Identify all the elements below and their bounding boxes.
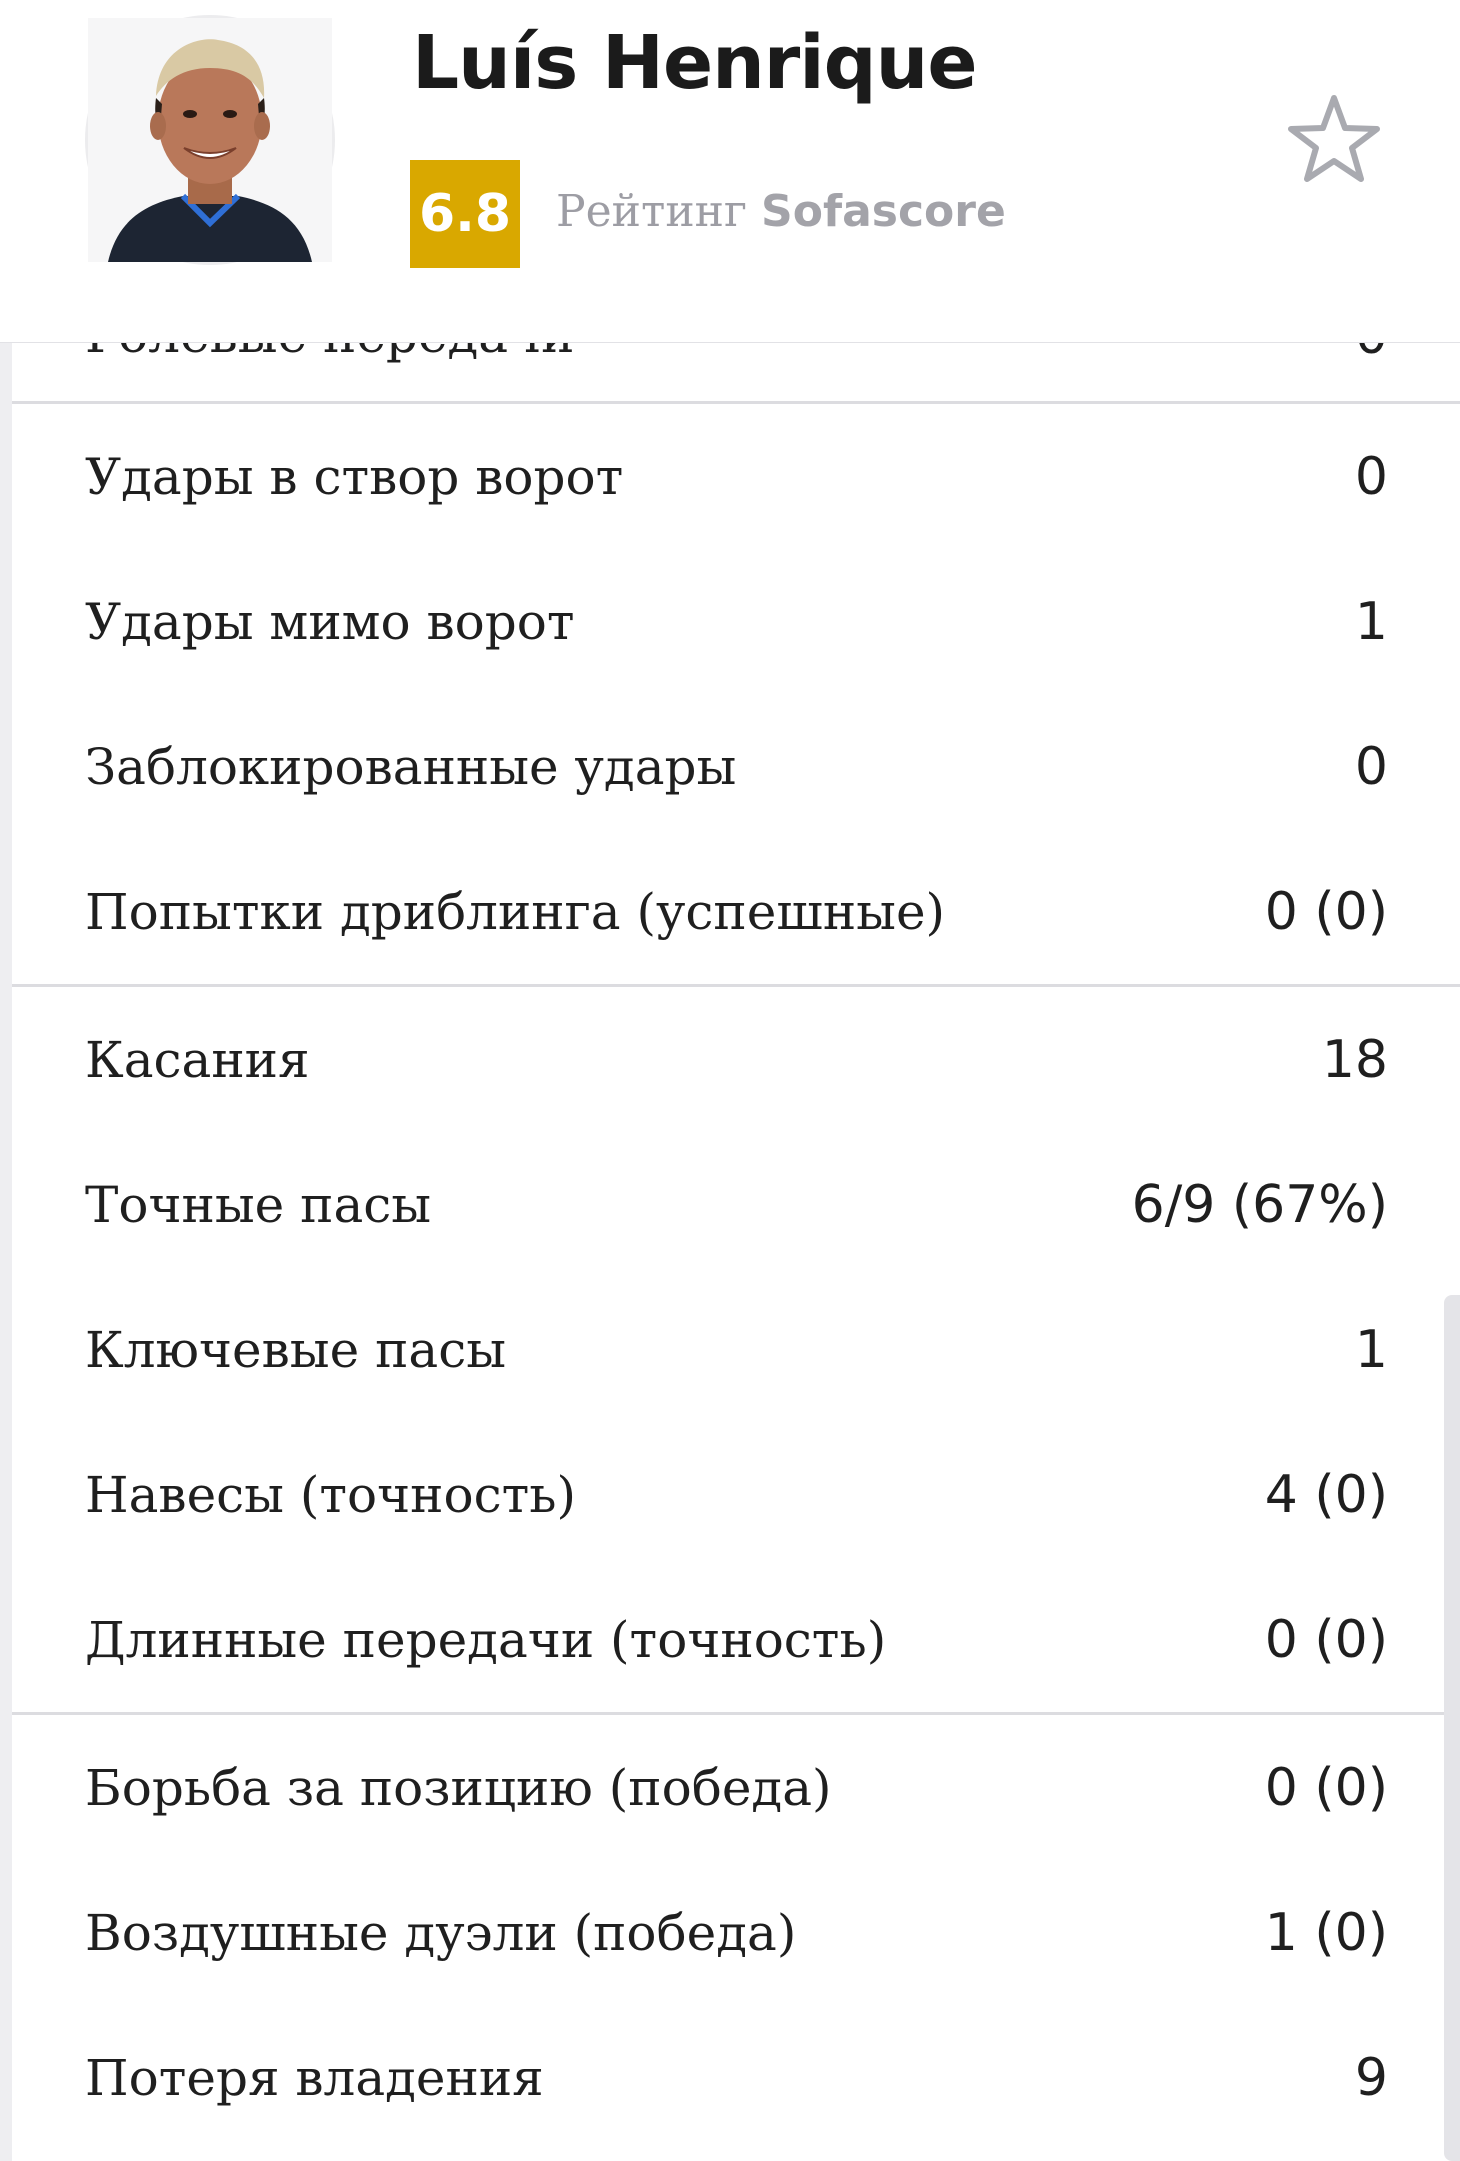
stats-group-attack <box>12 404 1460 984</box>
stat-label: Потеря владения <box>85 2048 544 2107</box>
player-avatar[interactable] <box>85 15 335 265</box>
stat-row <box>12 1567 1460 1712</box>
stat-label: Воздушные дуэли (победа) <box>85 1903 797 1962</box>
stat-label: Ключевые пасы <box>85 1320 506 1379</box>
player-name: Luís Henrique <box>412 20 977 106</box>
stat-value: 1 (0) <box>1264 1902 1388 1963</box>
stats-list <box>12 404 1460 2150</box>
stat-row <box>12 1715 1460 1860</box>
rating-brand: Sofascore <box>761 186 1006 237</box>
stat-value: 18 <box>1321 1029 1388 1090</box>
stat-label: Борьба за позицию (победа) <box>85 1758 832 1817</box>
stat-value: 0 (0) <box>1264 1757 1388 1818</box>
stat-value: 1 <box>1354 1319 1388 1380</box>
stat-row <box>12 694 1460 839</box>
stat-label: Удары в створ ворот <box>85 447 624 506</box>
stat-value: 6/9 (67%) <box>1131 1174 1388 1235</box>
stat-value: 0 (0) <box>1264 1609 1388 1670</box>
favorite-button[interactable] <box>1284 90 1384 190</box>
rating-caption-text: Рейтинг <box>556 186 748 237</box>
stat-row <box>12 2005 1460 2150</box>
rating-caption <box>556 186 1006 237</box>
stat-label: Точные пасы <box>85 1175 432 1234</box>
stat-row <box>12 549 1460 694</box>
stat-row <box>12 839 1460 984</box>
stat-value: 4 (0) <box>1264 1464 1388 1525</box>
clipped-stat-row <box>12 340 1460 404</box>
stat-value: 0 <box>1354 736 1388 797</box>
stat-row <box>12 404 1460 549</box>
stat-value: 9 <box>1354 2047 1388 2108</box>
stat-label: Попытки дриблинга (успешные) <box>85 882 946 941</box>
stat-value: 0 <box>1354 446 1388 507</box>
star-outline-icon <box>1284 90 1384 190</box>
stat-row <box>12 1860 1460 2005</box>
stat-label: Навесы (точность) <box>85 1465 576 1524</box>
stats-group-passing <box>12 987 1460 1712</box>
stat-row <box>12 987 1460 1132</box>
stat-label: Удары мимо ворот <box>85 592 575 651</box>
scrollbar-thumb[interactable] <box>1444 1295 1460 2161</box>
stats-group-duels <box>12 1715 1460 2150</box>
rating-badge: 6.8 <box>410 160 520 268</box>
stat-value: 1 <box>1354 591 1388 652</box>
stat-row <box>12 1422 1460 1567</box>
left-gutter <box>0 340 12 2161</box>
stat-label: Длинные передачи (точность) <box>85 1610 887 1669</box>
stat-label: Заблокированные удары <box>85 737 737 796</box>
stat-row <box>12 1277 1460 1422</box>
stat-row <box>12 1132 1460 1277</box>
stat-value: 0 (0) <box>1264 881 1388 942</box>
player-photo-icon <box>88 18 332 262</box>
player-header <box>0 0 1460 342</box>
stat-label: Касания <box>85 1030 310 1089</box>
